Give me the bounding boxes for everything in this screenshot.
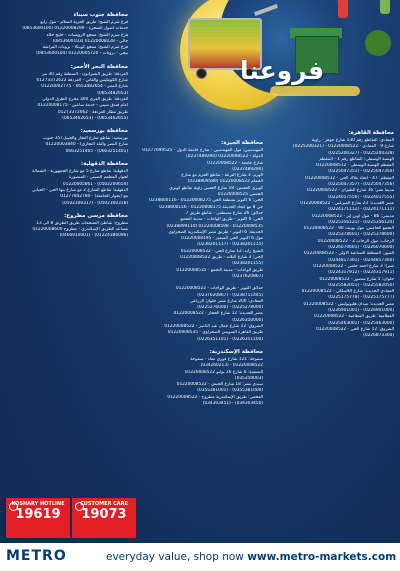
- branch-address-line: (0225047356) - (0225047357): [328, 182, 394, 188]
- footer-tagline: [106, 551, 396, 563]
- branch-address-line: الدقهلية: تقاطع شارع 5 مع شارع الجمهورية - الشمالة: [32, 169, 128, 175]
- branch-address-line: شارع الكومليس والغاتي - الغردقة 01273372622: [36, 78, 128, 84]
- branch-address-line: المعادي: 200 شارع مصر حلوان الزراعي: [189, 298, 263, 304]
- branch-address-line: (0502300318) - (0502300317): [62, 200, 128, 206]
- branch-address-line: 01220008522 - (034260213): [200, 363, 263, 369]
- branch-address-line: جالي - 01220008228 (0853600103): [52, 38, 128, 44]
- branch-address-line: الحمام 01220008522 (0238809589): [187, 179, 263, 185]
- branch-address-line: طريق الواحات - مدينة التجمع - 01220008535: [176, 267, 263, 273]
- governorate-heading: محافظة الجيزة:: [221, 140, 263, 146]
- branch-address-line: (0224317911) - (0224317912): [328, 270, 394, 276]
- branch-address-line: الحي: 3 شارع التلاته - طريق 01220008522: [180, 255, 263, 261]
- koshary-hotline-badge[interactable]: [6, 498, 70, 538]
- branch-group: [135, 286, 263, 343]
- hotline-caption: CUSTOMER CARE: [80, 501, 128, 507]
- branch-address-line: الشيخ زايد: 12 شارع الحي - 01220008522: [180, 248, 263, 254]
- branch-address-line: المعادي الجديدة: شارع اللاسلكي - 01220008522: [301, 289, 394, 295]
- branch-group: [135, 349, 263, 407]
- branch-address-line: لجوار المطعم الصيني - المنصورة: [69, 175, 128, 181]
- branch-address-line: بيجي - بروتات - 01220005720 (0853600104): [36, 51, 128, 57]
- branch-address-line: مدينتي: B6 - مول أوبن إير - 01220008522: [312, 213, 394, 219]
- branch-address-line: (0225175777) - (0225175778): [328, 295, 394, 301]
- branches-column-right: [270, 130, 394, 346]
- branch-address-line: مدينة نصر: 16 شارع الطيران - 01220008522: [307, 188, 394, 194]
- branch-address-line: مصر الجديدة: 23 شارع الميرغني - 01220008522: [300, 200, 394, 206]
- branch-address-line: (0355381000) - (0355381001): [197, 388, 263, 394]
- branch-address-line: طريق القاهرة السويس الصحراوي - 01220008535: [167, 330, 263, 336]
- governorate-heading: محافظة الإسكندرية:: [209, 348, 263, 355]
- governorate-heading: محافظة بورسعيد:: [80, 128, 128, 135]
- branch-address-line: خدمات أصول الشجرة - 01220008299 (0853600100): [22, 26, 128, 32]
- branch-address-line: حلوان: 5 شارع منصور - 01220008522: [319, 276, 394, 282]
- branch-address-line: فرع شرم الشيخ: طريق الحرية السلام - مول رابع: [40, 20, 128, 25]
- branch-address-line: الهرم: 3 شارع الترعة - تقاطع الحرم مع شارع: [181, 173, 263, 179]
- branch-group: [270, 130, 394, 340]
- website-link[interactable]: www.metro-markets.com: [247, 551, 397, 563]
- branch-address-line: (0226070600) - (0226070601): [328, 245, 394, 251]
- branch-address-line: (0226901000) - (0226901001): [328, 308, 394, 314]
- branch-group: [6, 128, 128, 155]
- metro-logo[interactable]: METRO: [6, 548, 67, 564]
- branch-address-line: (0224171111) - (0224171112): [328, 207, 394, 213]
- branch-group: [6, 64, 128, 122]
- branch-address-line: (0225582050) - (0225582051): [328, 282, 394, 288]
- branch-address-line: مطروح: شاطئ المنتجعات طريق الطريق 8 الى 13: [36, 220, 128, 226]
- branch-address-line: (0226351100) - (0226351101): [197, 336, 263, 342]
- branch-address-line: (0225463000) - (0225463001): [328, 320, 394, 326]
- branch-address-line: (0502200654) - 01220005861: [62, 181, 128, 187]
- branch-address-line: (034303450) - (034303451): [202, 400, 263, 406]
- branch-address-line: (0653462655) - (0653462653): [62, 115, 128, 121]
- branch-address-line: الرحاب: مول الرحاب 2 - 01220008522: [317, 238, 394, 244]
- branch-address-line: الحديقة: 6 أكتوبر - طريق مصر الإسكندرية الصحراوي: [168, 229, 263, 235]
- branch-address-line: 01220008535 - 01220008598 (0238899110): [166, 223, 263, 229]
- lantern-icon: [338, 0, 348, 18]
- branch-address-line: كوبري الحسين: 18 شارع الحسن زاوية تقاطع كوبري: [169, 185, 263, 191]
- branches-title: فروعنا: [240, 56, 325, 85]
- hero-banner: [150, 0, 400, 130]
- footer-bar: [0, 543, 400, 571]
- phone-icon: [9, 502, 18, 511]
- branch-address-line: سيدي بشر: 18 شارع الجيش - 01220008522: [176, 382, 263, 388]
- cart-wheel-icon: [196, 68, 207, 79]
- branch-address-line: القطامية: طريق القطامية - 01220008522: [314, 314, 394, 320]
- branch-address-line: المهندسين: مول المهندسين - شارع جامعة الدول - 01277099525: [142, 148, 263, 153]
- branch-address-line: بورسعيد: تقاطع شارع النجار والجبيل (35 جنوب: [43, 136, 128, 142]
- governorate-heading: محافظة مرسى مطروح:: [64, 212, 128, 219]
- branch-address-line: (0238201155): [232, 261, 263, 267]
- governorate-heading: محافظة الدقهلية:: [80, 161, 128, 168]
- branch-address-line: (0224017555) - (0224017556): [328, 194, 394, 200]
- governorate-heading: محافظة القاهرة:: [348, 130, 394, 136]
- branch-address-line: (0237489290): [232, 166, 263, 172]
- hotline-caption: KOSHARY HOTLINE: [11, 501, 65, 507]
- branch-address-line: (0225356120) - (0225356121): [328, 219, 394, 225]
- branch-address-line: طريق مطار الغردقة - 01273372662: [57, 109, 128, 115]
- branch-address-line: شبرا: 3 شارع أحمد حلمي - 01220008522: [313, 263, 394, 269]
- branch-address-line: الشروق: 12 شارع جمال عبد الناصر - 01220008522: [164, 324, 263, 330]
- branch-group: [135, 140, 263, 280]
- customer-care-badge[interactable]: [72, 498, 136, 538]
- ribbon-decoration: [270, 86, 360, 96]
- branch-address-line: (01224386096) - (0466910001): [59, 233, 128, 239]
- hotline-number: 19073: [81, 507, 127, 522]
- branch-address-line: الحسين 01220008525: [217, 192, 263, 198]
- tagline-text: everyday value, shop now: [106, 551, 244, 563]
- branch-address-line: (0225378600) - (0225378601): [328, 232, 394, 238]
- branch-address-line: أمام فندق سيتي - خدمة ساعين - 01220008175: [37, 103, 128, 109]
- branch-address-line: المنشية: 6 شارع 26 يوليو 01220008522: [184, 369, 263, 375]
- governorate-heading: محافظة جنوب سيناء: [73, 12, 128, 18]
- hotline-number: 19619: [15, 507, 61, 522]
- branch-address-line: الدولة - 01220008522 (0237489290): [186, 154, 263, 160]
- branch-address-line: سموحة: 121 شارع فوزي معاذ - سموحة: [190, 356, 263, 362]
- branch-address-line: حدائق: 26 شارع مصطفى - تقاطع طريق 7: [185, 210, 263, 216]
- branch-address-line: الدقهلية: تقاطع الشارع 2 مع شارع بنها الحي - الحياني: [32, 187, 128, 193]
- branch-address-line: (0244817300) - (0244817301): [328, 257, 394, 263]
- branch-address-line: (0663251401) - 0663251465: [65, 148, 128, 154]
- branch-address-line: فرع شرم الشيخ: منتجع كوبيكا - بروتات الفراشة: [42, 45, 128, 51]
- branch-address-line: مع (بجوار الجامعة) - 01277842784: [60, 194, 128, 200]
- branch-address-line: الغردقة: طريق الشيراتون - المنطقة رقم 30 بنر: [42, 71, 128, 77]
- phone-icon: [75, 502, 84, 511]
- branch-address-line: التجمع الخامس: مول بوينت 90 - 01220008522: [303, 226, 394, 232]
- hotline-badges: [6, 498, 136, 538]
- branch-address-line: الحي: 6 أكتوبر بمنطقة الحي 01220008275 - 0238800116: [149, 198, 263, 204]
- branch-address-line: شارع 9 - المعادي - 01220008522 - (0225200321): [293, 144, 394, 150]
- branch-address-line: (0225047350) - (0225047351): [328, 169, 394, 175]
- branch-address-line: حي 8 مع اتحاد الحديقة 01220008175 - 0238800116: [159, 204, 263, 210]
- branch-address-line: مساعد الطريق الإسكندري - مطروح 01220008600: [32, 227, 128, 233]
- branch-address-line: حدائق أكتوبر - طريق الواحات - 01220008522: [175, 286, 263, 292]
- branch-address-line: مول 6 أكتوبر الحي المتميز - 01220008195: [181, 236, 263, 242]
- branch-address-line: العبور: المنطقة الصناعية الأولى - 01220008522: [304, 251, 394, 257]
- branch-address-line: (0225278000) - (0225276000): [197, 305, 263, 311]
- branch-address-line: الحي: 6 أكتوبر - طريق الواحات - مدينة التجمع: [180, 217, 263, 223]
- branch-address-line: (0226350000): [232, 317, 263, 323]
- branches-column-middle: [135, 140, 263, 413]
- branch-address-line: (035350003): [235, 375, 263, 381]
- branch-address-line: مصر الجديدة: ميدان هليوبوليس - 01220008522: [303, 301, 394, 307]
- branch-address-line: شارع النصر - 0653482654 - 01220002775: [41, 84, 128, 90]
- governorate-heading: محافظة البحر الأحمر:: [70, 63, 128, 70]
- branch-address-line: العجمي: طريق الإسكندرية مطروح - 01220008522: [167, 394, 263, 400]
- branch-group: [6, 12, 128, 58]
- lantern-icon: [380, 0, 390, 14]
- branch-address-line: (0238201115) - (0238201117): [197, 242, 263, 248]
- branch-address-line: (0238711445) - (0237620867): [197, 292, 263, 298]
- branch-group: [6, 161, 128, 207]
- branch-address-line: الشروق: 12 شارع الحي - 01220008522: [316, 326, 394, 332]
- branch-address-line: فرع شرم الشيخ: منتجع الرويسات - خليج خلاء: [46, 32, 128, 38]
- branch-address-line: (0237620867): [232, 273, 263, 279]
- branch-address-line: المقطم: 47 - اتحاد ملاك الحي - 01220008512: [305, 175, 394, 181]
- branches-column-left: [6, 12, 128, 246]
- branch-address-line: الهضبة الوسطى: التقاطع رقم 1 - المقطم: [319, 156, 394, 162]
- branch-address-line: شارع جامعة - 01220008522: [207, 160, 263, 166]
- branch-address-line: المعادي: التقاطع رقم 130 شارع جوهر - زاوية: [311, 138, 394, 143]
- branch-address-line: مصر الجديدة: 12 شارع الحجاز - 01220008522: [173, 311, 263, 317]
- branch-address-line: (0653482653): [97, 90, 128, 96]
- branch-address-line: الغردقة: طريق القرى 300 مخرج الطرق الدولي: [42, 96, 128, 102]
- plant-illustration: [365, 30, 391, 56]
- branch-address-line: (0226873300): [363, 333, 394, 339]
- branch-address-line: (0225200328) - (0225200327): [328, 150, 394, 156]
- branch-address-line: المقطم الهضبة الوسطى - 01220008512: [316, 163, 394, 169]
- branch-group: [6, 213, 128, 240]
- branch-address-line: شارع النصر والبلد التجاري) - 01220003840: [45, 142, 128, 148]
